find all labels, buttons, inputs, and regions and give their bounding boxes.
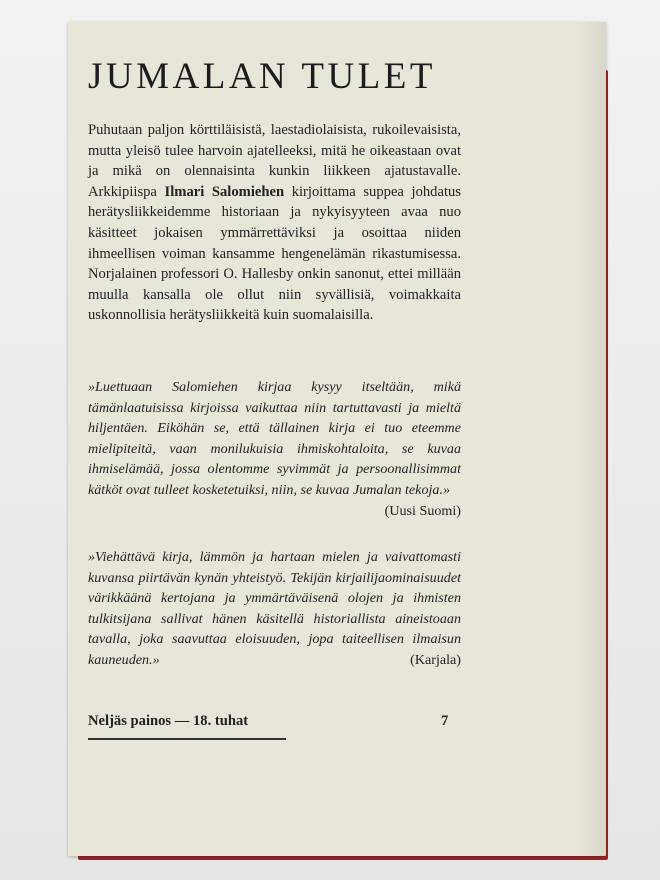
- blurb-text-end: kirjoittama suppea johdatus herätysliikkeidemme historiaan ja nykyisyyteen avaa nuo käsitteet jokaisen ymmärrettäviksi ja osoittaa niiden ihmeellisen voiman kansamme hengenelämän rikastumisessa. Norjalainen professori O. Hallesby onkin sanonut, ettei millään muulla kansalla ole ollut niin syvällisiä, voimakkaita uskonnollisia herätysliikkeitä kuin suomalaisilla.: [88, 183, 461, 324]
- book-title: JUMALAN TULET: [88, 56, 436, 97]
- author-name: Ilmari Salomiehen: [164, 183, 285, 200]
- quote-text: »Luettuaan Salomiehen kirjaa kysyy itseltään, mikä tämänlaatuisissa kirjoissa vaikuttaa niin tartuttavasti ja mieltä hiljentäen. Eiköhän se, että tällainen kirja ei tuo eteemme mielipiteitä, vaan monilukuisia ihmiskohtaloita, se kuvaa ihmiselämää, jossa olentomme syvimmät ja persoonallisimmat kätköt ovat tulleet kosketetuiksi, niin, se kuvaa Jumalan tekoja.»: [88, 379, 461, 498]
- blurb-text-start: Puhutaan paljon körttiläisistä, laestadiolaisista, rukoilevaisista, mutta yleisö tulee harvoin ajatelleeksi, mitä he oikeastaan ovat ja mikä on olennaisinta kunkin liikkeen ajatustavalle. Arkkipiispa: [88, 122, 461, 200]
- series-number: 7: [441, 713, 449, 729]
- blurb-paragraph: [88, 120, 461, 326]
- edition-underline: [88, 738, 286, 740]
- quote-text: »Viehättävä kirja, lämmön ja hartaan mielen ja vaivattomasti kuvansa piirtävän kynän yhteistyö. Tekijän kirjailijaominaisuudet värikkäänä kertojana ja ymmärtäväisenä olojen ja ihmisten tulkitsijana sallivat hänen käsitellä historiallista aineistoaan tavalla, joka saavuttaa eloisuuden, jopa taiteellisen ilmaisun kauneuden.»: [88, 549, 461, 668]
- quote-source: (Karjala): [410, 651, 461, 668]
- quote-source: (Uusi Suomi): [384, 502, 461, 519]
- jacket-fold-shadow: [578, 22, 606, 856]
- edition-info: Neljäs painos — 18. tuhat: [88, 713, 249, 729]
- review-quote: [88, 547, 461, 671]
- review-quote: [88, 377, 461, 521]
